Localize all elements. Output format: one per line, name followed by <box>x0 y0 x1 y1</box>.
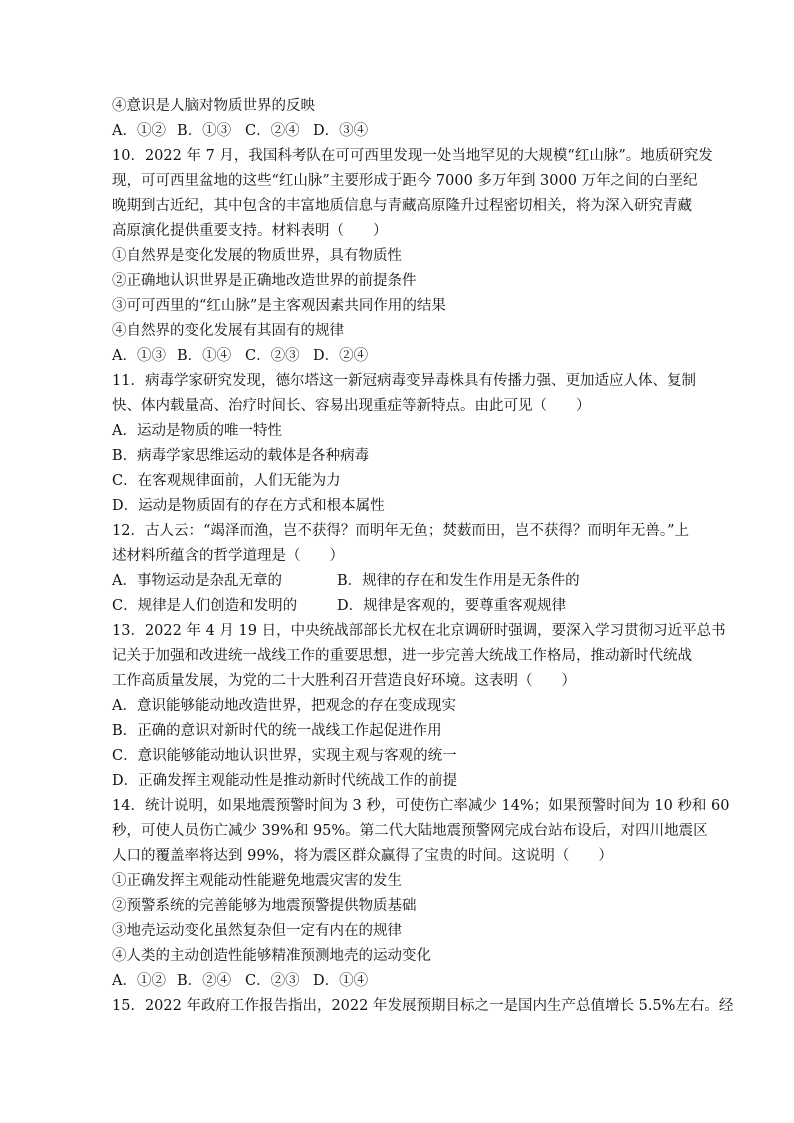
q11-option-a: A．运动是物质的唯一特性 <box>112 423 282 439</box>
q11-stem-line-1: 11．病毒学家研究发现，德尔塔这一新冠病毒变异毒株具有传播力强、更加适应人体、复制 <box>112 373 696 389</box>
q10-item-4: ④自然界的变化发展有其固有的规律 <box>112 323 344 339</box>
q14-stem-line-3: 人口的覆盖率将达到 99%，将为震区群众赢得了宝贵的时间。这说明（ ） <box>112 848 613 864</box>
exam-content <box>112 94 734 1019</box>
q10-item-1: ①自然界是变化发展的物质世界，具有物质性 <box>112 248 402 264</box>
q14-option-d: D．①④ <box>313 973 369 989</box>
q14-option-a: A．①② <box>112 973 166 989</box>
q12-options-row-2 <box>112 594 692 619</box>
q10-stem-line-2: 现，可可西里盆地的这些“红山脉”主要形成于距今 7000 多万年到 3000 万年之间的白垩纪 <box>112 173 698 189</box>
q12-option-b: B．规律的存在和发生作用是无条件的 <box>337 573 580 589</box>
q12-option-d: D．规律是客观的，要尊重客观规律 <box>337 598 567 614</box>
q13-option-c: C．意识能够能动地认识世界，实现主观与客观的统一 <box>112 748 457 764</box>
q10-option-a: A．①③ <box>112 348 166 364</box>
q10-item-2: ②正确地认识世界是正确地改造世界的前提条件 <box>112 273 417 289</box>
q14-item-1: ①正确发挥主观能动性能避免地震灾害的发生 <box>112 873 402 889</box>
q9-option-a: A．①② <box>112 123 166 139</box>
q10-option-c: C．②③ <box>245 348 300 364</box>
q11-option-d: D．运动是物质固有的存在方式和根本属性 <box>112 498 385 514</box>
q11-stem-line-2: 快、体内载量高、治疗时间长、容易出现重症等新特点。由此可见（ ） <box>112 398 591 414</box>
q10-item-3: ③可可西里的“红山脉”是主客观因素共同作用的结果 <box>112 298 446 314</box>
q12-option-c: C．规律是人们创造和发明的 <box>112 598 298 614</box>
q10-stem-line-4: 高原演化提供重要支持。材料表明（ ） <box>112 223 388 239</box>
q13-stem-line-3: 工作高质量发展，为党的二十大胜利召开营造良好环境。这表明（ ） <box>112 673 576 689</box>
q9-option-d: D．③④ <box>313 123 369 139</box>
q10-stem-line-1: 10．2022 年 7 月，我国科考队在可可西里发现一处当地罕见的大规模“红山脉”。地质研究发 <box>112 148 713 164</box>
q13-option-d: D．正确发挥主观能动性是推动新时代统战工作的前提 <box>112 773 458 789</box>
q10-options <box>112 344 692 369</box>
q12-options-row-1 <box>112 569 692 594</box>
q14-option-b: B．②④ <box>177 973 232 989</box>
q14-options <box>112 969 692 994</box>
q13-option-b: B．正确的意识对新时代的统一战线工作起促进作用 <box>112 723 442 739</box>
q12-stem-line-2: 述材料所蕴含的哲学道理是（ ） <box>112 548 344 564</box>
q10-option-b: B．①④ <box>177 348 232 364</box>
q14-stem-line-2: 秒，可使人员伤亡减少 39%和 95%。第二代大陆地震预警网完成台站布设后，对四川地震区 <box>112 823 708 839</box>
q9-option-c: C．②④ <box>245 123 300 139</box>
q9-option-b: B．①③ <box>177 123 232 139</box>
q13-stem-line-2: 记关于加强和改进统一战线工作的重要思想，进一步完善大统战工作格局，推动新时代统战 <box>112 648 692 664</box>
q12-stem-line-1: 12．古人云：“竭泽而渔，岂不获得？而明年无鱼；焚薮而田，岂不获得？而明年无兽。”上 <box>112 523 690 539</box>
q14-item-4: ④人类的主动创造性能够精准预测地壳的运动变化 <box>112 948 431 964</box>
q15-stem-line-1: 15．2022 年政府工作报告指出，2022 年发展预期目标之一是国内生产总值增长 5.5%左右。经 <box>112 998 734 1014</box>
q11-option-c: C．在客观规律面前，人们无能为力 <box>112 473 341 489</box>
q9-options <box>112 119 692 144</box>
q13-option-a: A．意识能够能动地改造世界，把观念的存在变成现实 <box>112 698 456 714</box>
q10-stem-line-3: 晚期到古近纪，其中包含的丰富地质信息与青藏高原隆升过程密切相关，将为深入研究青藏 <box>112 198 692 214</box>
q14-stem-line-1: 14．统计说明，如果地震预警时间为 3 秒，可使伤亡率减少 14%；如果预警时间为 10 秒和 60 <box>112 798 730 814</box>
q9-item-4: ④意识是人脑对物质世界的反映 <box>112 98 315 114</box>
q14-item-3: ③地壳运动变化虽然复杂但一定有内在的规律 <box>112 923 402 939</box>
q13-stem-line-1: 13．2022 年 4 月 19 日，中央统战部部长尤权在北京调研时强调，要深入学习贯彻习近平总书 <box>112 623 726 639</box>
q12-option-a: A．事物运动是杂乱无章的 <box>112 573 282 589</box>
q14-option-c: C．②③ <box>245 973 300 989</box>
q10-option-d: D．②④ <box>313 348 369 364</box>
q14-item-2: ②预警系统的完善能够为地震预警提供物质基础 <box>112 898 417 914</box>
q11-option-b: B．病毒学家思维运动的载体是各种病毒 <box>112 448 370 464</box>
